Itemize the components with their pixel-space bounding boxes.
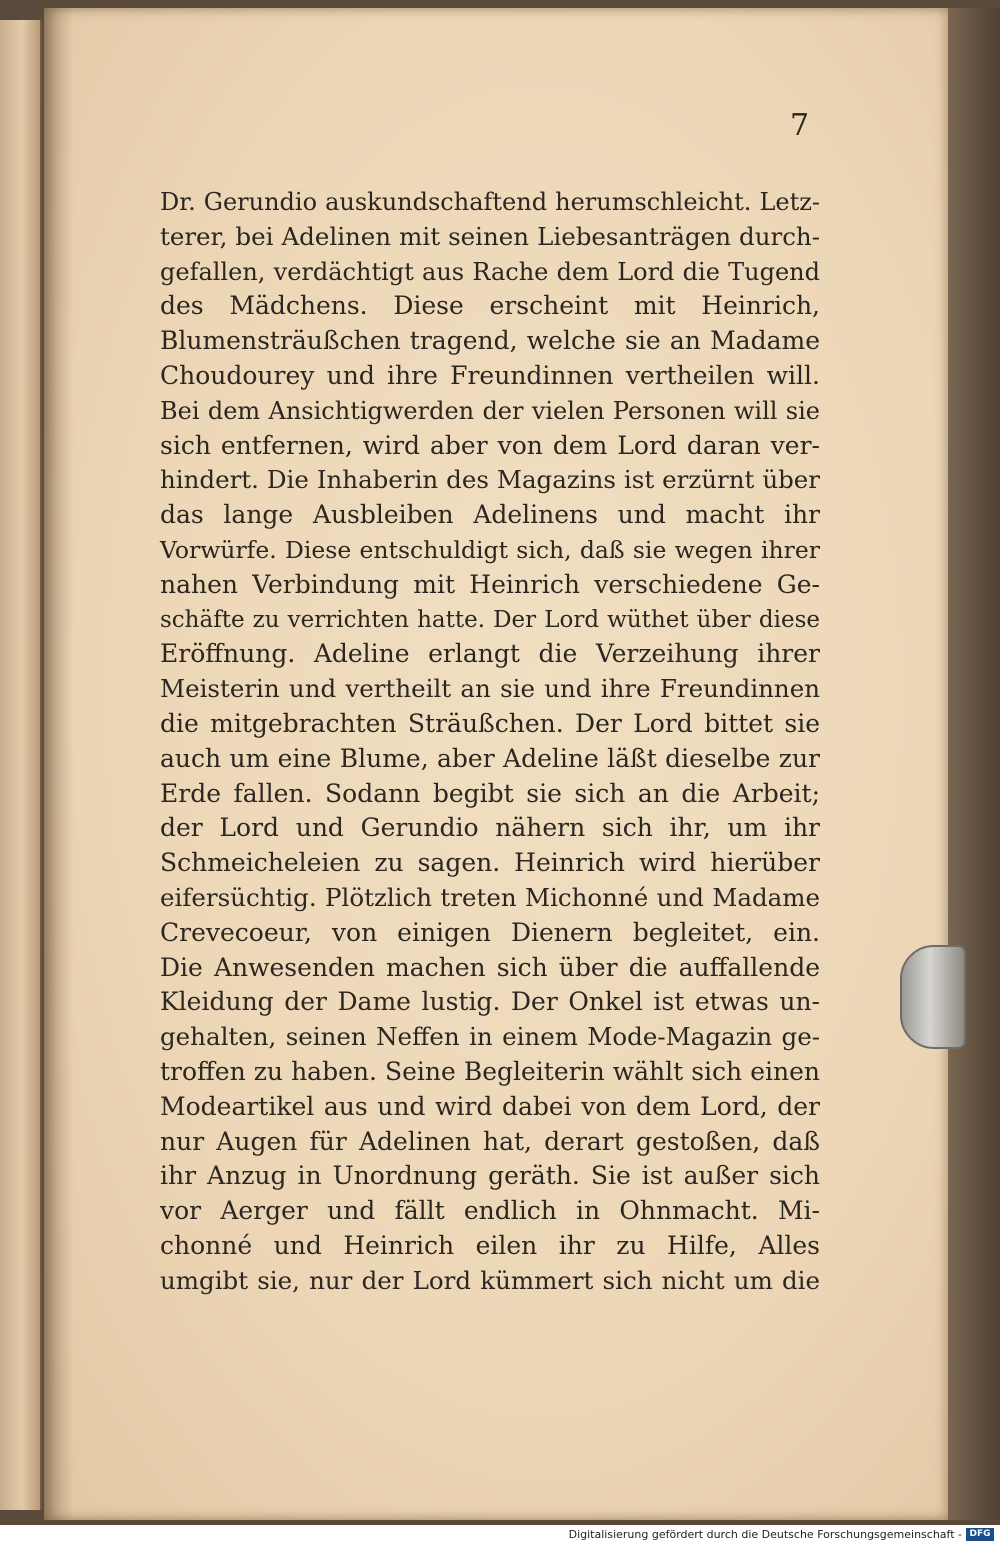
- text-line: nahen Verbindung mit Heinrich verschiedene Ge-: [160, 569, 820, 599]
- text-line: Vorwürfe. Diese entschuldigt sich, daß sie wegen ihrer: [160, 535, 820, 564]
- text-line: Die Anwesenden machen sich über die auffallende: [160, 952, 820, 982]
- footer-credit: Digitalisierung gefördert durch die Deutsche Forschungsgemeinschaft -: [568, 1528, 962, 1541]
- text-line: sich entfernen, wird aber von dem Lord daran ver-: [160, 430, 820, 460]
- body-text: [160, 185, 820, 1299]
- book-right-edge: [948, 8, 1000, 1520]
- text-line: der Lord und Gerundio nähern sich ihr, um ihr: [160, 813, 820, 843]
- text-line: gefallen, verdächtigt aus Rache dem Lord die Tugend: [160, 257, 820, 286]
- text-line: Dr. Gerundio auskundschaftend herumschleicht. Letz-: [160, 188, 820, 216]
- text-line: eifersüchtig. Plötzlich treten Michonné und Madame: [160, 882, 820, 912]
- page-clip: [900, 945, 966, 1049]
- gutter-shadow: [44, 8, 74, 1520]
- text-line: Crevecoeur, von einigen Dienern begleitet, ein.: [160, 917, 820, 947]
- text-line: nur Augen für Adelinen hat, derart gestoßen, daß: [160, 1126, 820, 1156]
- text-line: Choudourey und ihre Freundinnen vertheilen will.: [160, 360, 820, 390]
- text-line: umgibt sie, nur der Lord kümmert sich nicht um die: [160, 1265, 820, 1295]
- text-line: hindert. Die Inhaberin des Magazins ist erzürnt über: [160, 465, 820, 495]
- text-line: Kleidung der Dame lustig. Der Onkel ist etwas un-: [160, 987, 820, 1017]
- text-line: troffen zu haben. Seine Begleiterin wählt sich einen: [160, 1056, 820, 1086]
- text-line: Eröffnung. Adeline erlangt die Verzeihung ihrer: [160, 639, 820, 669]
- previous-page-edge: [0, 20, 42, 1510]
- text-line: des Mädchens. Diese erscheint mit Heinrich,: [160, 291, 820, 321]
- text-line: Meisterin und vertheilt an sie und ihre Freundinnen: [160, 674, 820, 704]
- text-line: gehalten, seinen Neffen in einem Mode-Magazin ge-: [160, 1022, 820, 1052]
- text-line: Blumensträußchen tragend, welche sie an Madame: [160, 326, 820, 356]
- text-line: schäfte zu verrichten hatte. Der Lord wüthet über diese: [160, 606, 820, 633]
- text-line: Schmeicheleien zu sagen. Heinrich wird hierüber: [160, 848, 820, 878]
- text-line: das lange Ausbleiben Adelinens und macht ihr: [160, 500, 820, 530]
- text-line: terer, bei Adelinen mit seinen Liebesanträgen durch-: [160, 221, 820, 251]
- page-number: 7: [790, 108, 810, 143]
- text-line: vor Aerger und fällt endlich in Ohnmacht. Mi-: [160, 1196, 820, 1226]
- text-line: die mitgebrachten Sträußchen. Der Lord bittet sie: [160, 708, 820, 738]
- dfg-logo-icon: DFG: [966, 1528, 994, 1541]
- text-line: Erde fallen. Sodann begibt sie sich an die Arbeit;: [160, 778, 820, 808]
- text-line: Modeartikel aus und wird dabei von dem Lord, der: [160, 1091, 820, 1121]
- text-line: chonné und Heinrich eilen ihr zu Hilfe, Alles: [160, 1230, 820, 1260]
- footer-bar: [0, 1525, 1000, 1545]
- text-line: auch um eine Blume, aber Adeline läßt dieselbe zur: [160, 743, 820, 773]
- text-line: Bei dem Ansichtigwerden der vielen Personen will sie: [160, 396, 820, 425]
- text-line: ihr Anzug in Unordnung geräth. Sie ist außer sich: [160, 1161, 820, 1191]
